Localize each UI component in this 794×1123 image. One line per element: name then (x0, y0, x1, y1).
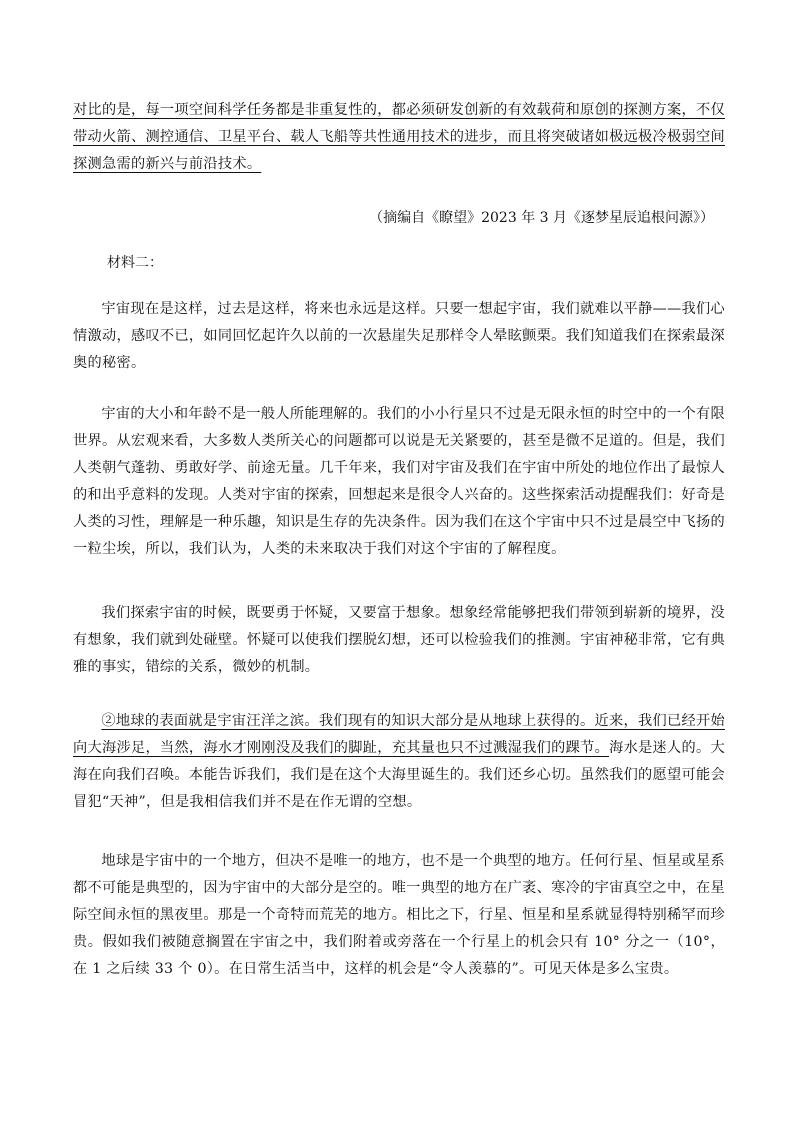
material2-paragraph-3: 我们探索宇宙的时候，既要勇于怀疑，又要富于想象。想象经常能够把我们带领到崭新的境界，没有想象，我们就到处碰壁。怀疑可以使我们摆脱幻想，还可以检验我们的推测。宇宙神秘非常，它有典雅的事实，错综的关系，微妙的机制。 (73, 605, 725, 675)
material2-paragraph-5: 地球是宇宙中的一个地方，但决不是唯一的地方，也不是一个典型的地方。任何行星、恒星或星系都不可能是典型的，因为宇宙中的大部分是空的。唯一典型的地方在广袤、寒冷的宇宙真空之中，在星际空间永恒的黑夜里。那是一个奇特而荒芜的地方。相比之下，行星、恒星和星系就显得特别稀罕而珍贵。假如我们被随意搁置在宇宙之中，我们附着或旁落在一个行星上的机会只有 10° 分之一（10°，在 1 之后续 33 个 0）。在日常生活当中，这样的机会是“令人羡慕的”。可见天体是多么宝贵。 (73, 853, 725, 977)
material2-paragraph-2: 宇宙的大小和年龄不是一般人所能理解的。我们的小小行星只不过是无限永恒的时空中的一个有限世界。从宏观来看，大多数人类所关心的问题都可以说是无关紧要的，甚至是微不足道的。但是，我们人类朝气蓬勃、勇敢好学、前途无量。几千年来，我们对宇宙及我们在宇宙中所处的地位作出了最惊人的和出乎意料的发现。人类对宇宙的探索，回想起来是很令人兴奋的。这些探索活动提醒我们：好奇是人类的习性，理解是一种乐趣，知识是生存的先决条件。因为我们在这个宇宙中只不过是晨空中飞扬的一粒尘埃，所以，我们认为，人类的未来取决于我们对这个宇宙的了解程度。 (73, 406, 725, 557)
paragraph-4-rest: 海水是迷人的。大海在向我们召唤。本能告诉我们，我们是在这个大海里诞生的。我们还乡心切。虽然我们的愿望可能会冒犯“天神”，但是我相信我们并不是在作无谓的空想。 (73, 740, 726, 810)
material1-tail-paragraph: 对比的是，每一项空间科学任务都是非重复性的，都必须研发创新的有效载荷和原创的探测方案，不仅带动火箭、测控通信、卫星平台、载人飞船等共性通用技术的进步，而且将突破诸如极远极冷极弱空间探测急需的新兴与前沿技术。 (73, 102, 725, 172)
material2-paragraph-1: 宇宙现在是这样，过去是这样，将来也永远是这样。只要一想起宇宙，我们就难以平静——我们心情激动，感叹不已，如同回忆起许久以前的一次悬崖失足那样令人晕眩颤栗。我们知道我们在探索最深奥的秘密。 (73, 301, 725, 371)
underlined-sentence-2: ②地球的表面就是宇宙汪洋之滨。我们现有的知识大部分是从地球上获得的。近来，我们已经开始向大海涉足，当然，海水才刚刚没及我们的脚趾，充其量也只不过溅湿我们的踝节。 (73, 713, 725, 756)
material2-label: 材料二： (107, 255, 163, 271)
material2-paragraph-4 (73, 708, 725, 816)
source-citation: （摘编自《瞭望》2023 年 3 月《逐梦星辰追根问源》） (369, 210, 714, 226)
